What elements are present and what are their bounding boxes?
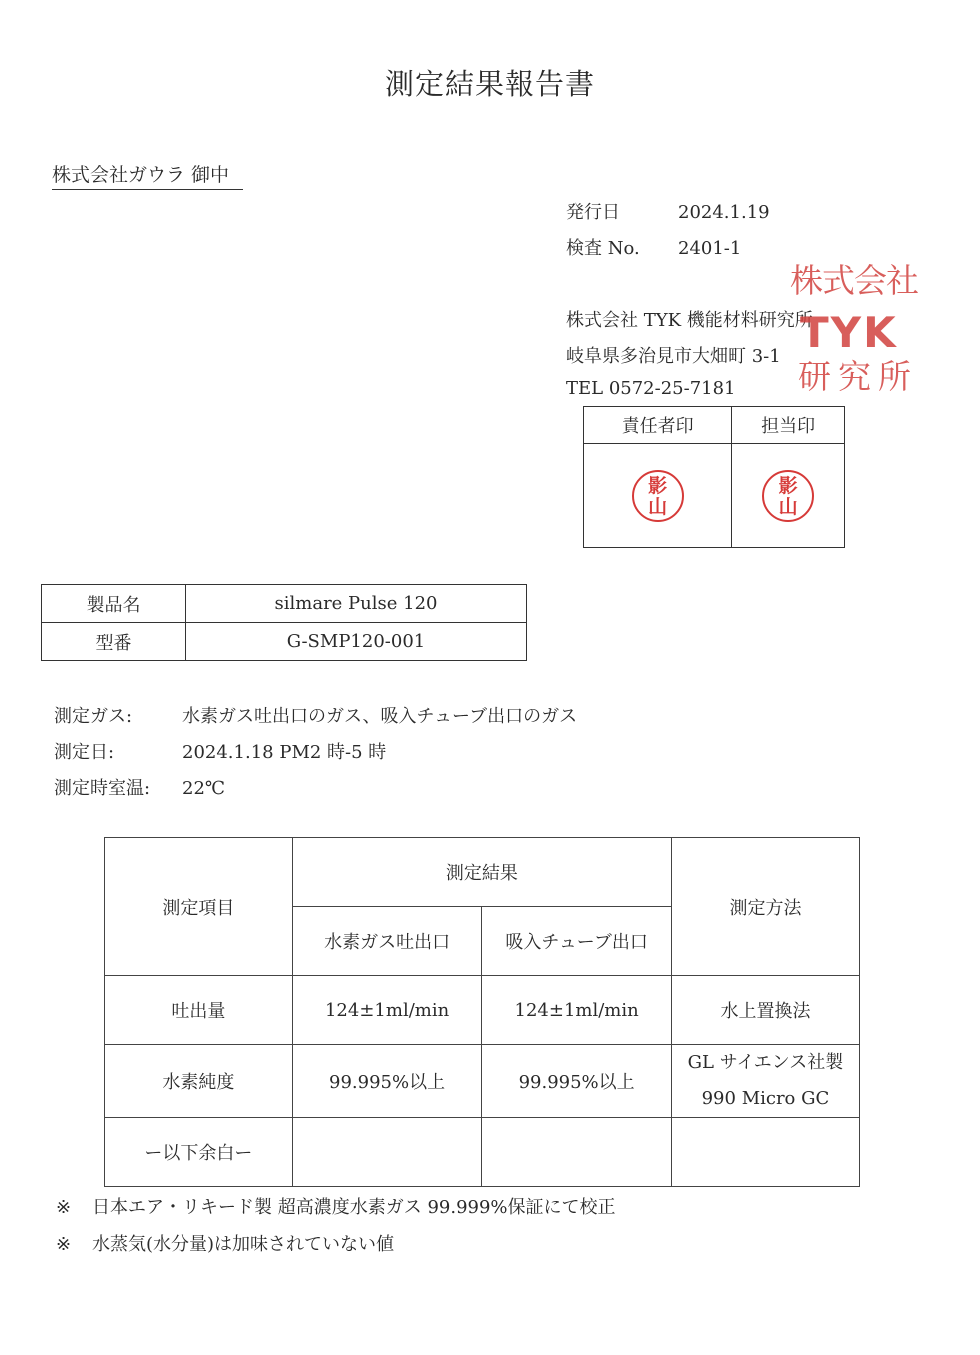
inspection-no-row	[566, 234, 741, 260]
room-temp-row	[54, 774, 225, 800]
seal-char: 株	[790, 261, 823, 300]
seal-char: 社	[886, 261, 919, 300]
responsible-stamp-label: 責任者印	[584, 407, 732, 444]
results-table	[104, 837, 860, 1187]
note-item	[56, 1193, 616, 1219]
hanko-char-top: 影	[648, 474, 668, 497]
row-outlet-value	[292, 1118, 482, 1187]
h2-outlet-header: 水素ガス吐出口	[292, 907, 482, 976]
row-tube-value: 99.995%以上	[482, 1045, 672, 1118]
measurement-date-label: 測定日:	[54, 742, 115, 763]
hanko-seal	[632, 470, 684, 522]
product-name-label: 製品名	[42, 585, 186, 623]
row-outlet-value: 99.995%以上	[292, 1045, 482, 1118]
issue-date-label: 発行日	[566, 202, 620, 223]
hanko-seal	[762, 470, 814, 522]
inspection-no-value: 2401-1	[678, 238, 742, 259]
measured-gas-value: 水素ガス吐出口のガス、吸入チューブ出口のガス	[182, 706, 578, 727]
issue-date-value: 2024.1.19	[678, 202, 770, 223]
note-mark: ※	[56, 1234, 72, 1255]
row-tube-value: 124±1ml/min	[482, 976, 672, 1045]
row-tube-value	[482, 1118, 672, 1187]
person-stamp-cell	[732, 444, 845, 548]
issuer-address: 岐阜県多治見市大畑町 3-1	[566, 346, 781, 367]
table-row	[105, 1118, 860, 1187]
item-header: 測定項目	[105, 838, 293, 976]
note-text: 日本エア・リキード製 超高濃度水素ガス 99.999%保証にて校正	[92, 1197, 616, 1218]
approval-stamp-table	[583, 406, 845, 548]
measured-gas-row	[54, 702, 577, 728]
document-title: 測定結果報告書	[384, 67, 595, 101]
seal-char: 研	[798, 357, 831, 396]
model-number-label: 型番	[42, 623, 186, 661]
seal-char: 所	[878, 357, 911, 396]
measured-gas-label: 測定ガス:	[54, 706, 133, 727]
addressee: 株式会社ガウラ 御中	[52, 160, 243, 190]
room-temp-label: 測定時室温:	[54, 778, 151, 799]
issuer-company: 株式会社 TYK 機能材料研究所	[566, 310, 813, 331]
model-number-value: G-SMP120-001	[186, 623, 527, 661]
measurement-date-value: 2024.1.18 PM2 時-5 時	[182, 742, 387, 763]
measurement-date-row	[54, 738, 386, 764]
room-temp-value: 22℃	[182, 778, 226, 799]
row-item: 水素純度	[105, 1045, 293, 1118]
issue-date-row	[566, 198, 770, 224]
corporate-seal-stamp	[790, 262, 920, 398]
result-header: 測定結果	[292, 838, 671, 907]
seal-char: 式	[822, 261, 855, 300]
person-stamp-label: 担当印	[732, 407, 845, 444]
method-header: 測定方法	[671, 838, 859, 976]
method-line2: 990 Micro GC	[701, 1088, 830, 1109]
row-item: 吐出量	[105, 976, 293, 1045]
hanko-char-top: 影	[778, 474, 798, 497]
product-table	[41, 584, 527, 661]
inspection-no-label: 検査 No.	[566, 238, 640, 259]
row-item: ー以下余白ー	[105, 1118, 293, 1187]
responsible-stamp-cell	[584, 444, 732, 548]
hanko-char-bottom: 山	[648, 495, 668, 518]
row-method	[671, 976, 859, 1045]
product-name-value: silmare Pulse 120	[186, 585, 527, 623]
table-row	[105, 976, 860, 1045]
seal-char: 会	[854, 261, 887, 300]
seal-tyk: TYK	[800, 308, 898, 357]
row-method	[671, 1118, 859, 1187]
note-item	[56, 1230, 394, 1256]
seal-char: 究	[838, 357, 871, 396]
issuer-tel: TEL 0572-25-7181	[566, 378, 736, 399]
note-text: 水蒸気(水分量)は加味されていない値	[92, 1234, 395, 1255]
hanko-char-bottom: 山	[778, 495, 798, 518]
row-method	[671, 1045, 859, 1118]
method-line1: GL サイエンス社製	[687, 1052, 844, 1073]
table-row	[105, 1045, 860, 1118]
method-line1: 水上置換法	[720, 1001, 811, 1022]
row-outlet-value: 124±1ml/min	[292, 976, 482, 1045]
tube-outlet-header: 吸入チューブ出口	[482, 907, 672, 976]
note-mark: ※	[56, 1197, 72, 1218]
